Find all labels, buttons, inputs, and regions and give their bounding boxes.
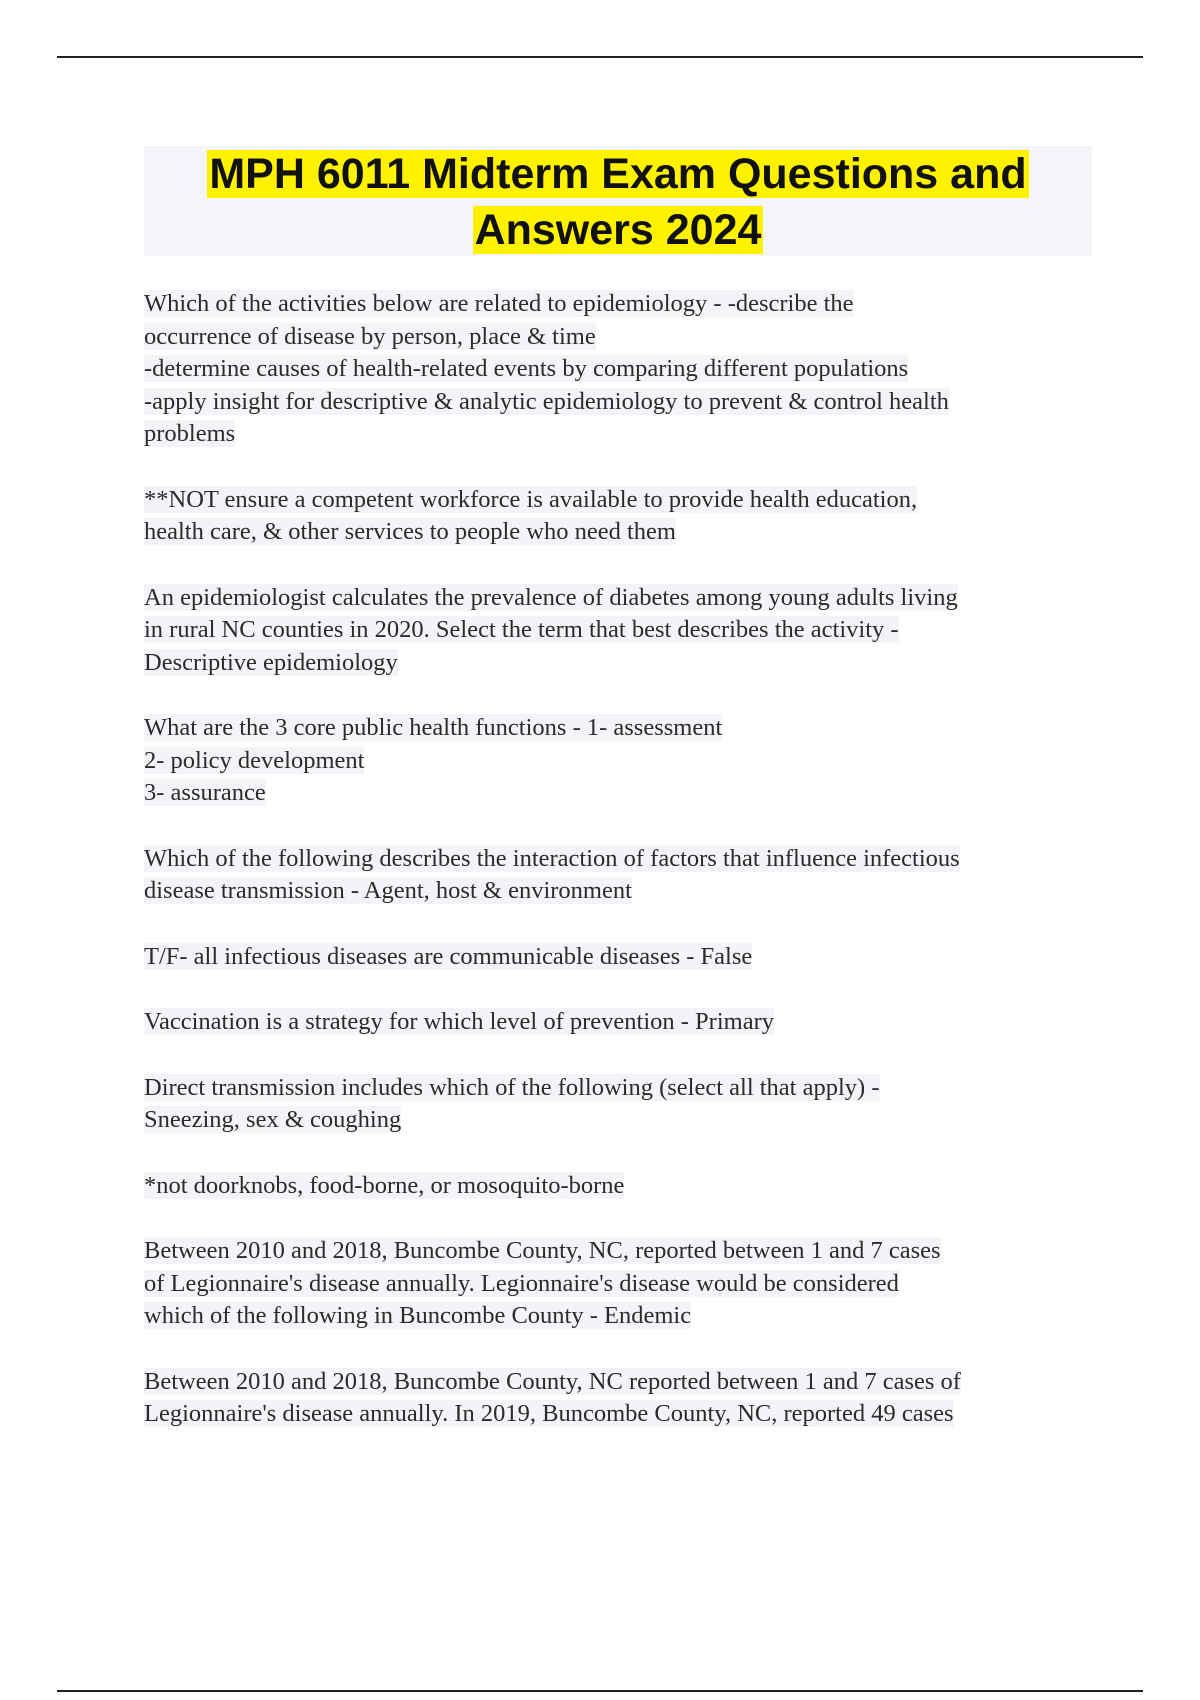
qa-text-line: 3- assurance	[144, 779, 266, 806]
qa-text-line: Direct transmission includes which of the following (select all that apply) -	[144, 1073, 880, 1101]
qa-text-line: T/F- all infectious diseases are communicable diseases - False	[144, 942, 753, 970]
qa-item	[144, 843, 1092, 908]
qa-text-line: Which of the activities below are related to epidemiology - -describe the	[144, 290, 854, 317]
qa-item	[144, 1366, 1092, 1431]
qa-item	[144, 484, 1092, 549]
bottom-rule	[57, 1690, 1143, 1692]
qa-text-line: health care, & other services to people who need them	[144, 518, 676, 545]
qa-text-line: -determine causes of health-related events by comparing different populations	[144, 355, 909, 382]
title-block	[144, 146, 1092, 256]
qa-item	[144, 1170, 1092, 1203]
qa-text-line: Legionnaire's disease annually. In 2019, Buncombe County, NC, reported 49 cases	[144, 1400, 954, 1427]
top-rule	[57, 56, 1143, 58]
qa-text-line: Vaccination is a strategy for which level of prevention - Primary	[144, 1008, 774, 1035]
qa-item	[144, 941, 1092, 974]
qa-text-line: 2- policy development	[144, 746, 365, 774]
title-line-2: Answers 2024	[474, 206, 762, 254]
qa-text-line: -apply insight for descriptive & analytic epidemiology to prevent & control health	[144, 387, 949, 415]
qa-text-line: Sneezing, sex & coughing	[144, 1106, 402, 1133]
qa-item	[144, 1235, 1092, 1333]
qa-text-line: occurrence of disease by person, place & time	[144, 322, 596, 350]
qa-text-line: **NOT ensure a competent workforce is available to provide health education,	[144, 485, 918, 513]
qa-text-line: which of the following in Buncombe County - Endemic	[144, 1302, 692, 1329]
qa-item	[144, 1072, 1092, 1137]
qa-text-line: An epidemiologist calculates the prevalence of diabetes among young adults living	[144, 583, 958, 611]
qa-text-line: Descriptive epidemiology	[144, 648, 398, 676]
qa-text-line: Which of the following describes the interaction of factors that influence infectious	[144, 844, 960, 872]
qa-text-line: problems	[144, 420, 236, 447]
qa-text-line: in rural NC counties in 2020. Select the term that best describes the activity -	[144, 616, 899, 643]
qa-text-line: Between 2010 and 2018, Buncombe County, NC, reported between 1 and 7 cases	[144, 1237, 941, 1264]
qa-item	[144, 288, 1092, 451]
qa-text-line: disease transmission - Agent, host & environment	[144, 877, 632, 904]
qa-list	[144, 288, 1092, 1464]
qa-text-line: What are the 3 core public health functions - 1- assessment	[144, 714, 723, 741]
qa-text-line: *not doorknobs, food-borne, or mosoquito-borne	[144, 1171, 625, 1199]
qa-item	[144, 712, 1092, 810]
page-title	[144, 146, 1092, 258]
qa-item	[144, 582, 1092, 680]
title-line-1: MPH 6011 Midterm Exam Questions and	[209, 150, 1027, 198]
qa-text-line: Between 2010 and 2018, Buncombe County, NC reported between 1 and 7 cases of	[144, 1367, 961, 1395]
qa-item	[144, 1006, 1092, 1039]
qa-text-line: of Legionnaire's disease annually. Legionnaire's disease would be considered	[144, 1269, 899, 1297]
